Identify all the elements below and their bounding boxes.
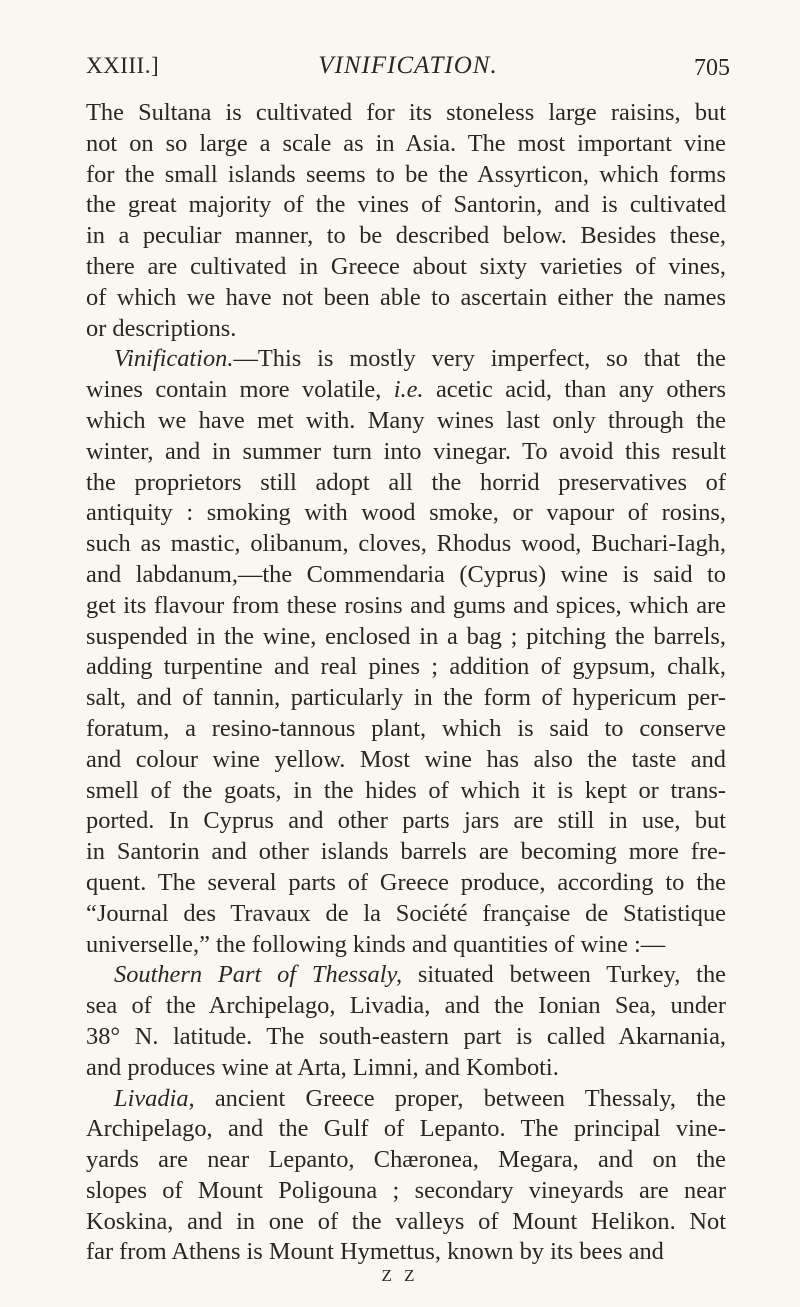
text-line: wines contain more volatile, i.e. acetic acid, than any others <box>86 376 726 404</box>
text-line: of which we have not been able to ascertain either the names <box>86 283 726 311</box>
text-line: Southern Part of Thessaly, situated between Turkey, the <box>114 961 726 989</box>
italic-phrase: Vinification. <box>114 345 234 373</box>
text-line: not on so large a scale as in Asia. The most important vine <box>86 129 726 157</box>
text-line: and colour wine yellow. Most wine has also the taste and <box>86 745 726 773</box>
italic-phrase: Livadia, <box>114 1084 195 1112</box>
text-line: “Journal des Travaux de la Société française de Statistique <box>86 899 726 927</box>
text-line: far from Athens is Mount Hymettus, known by its bees and <box>86 1238 664 1266</box>
text-line: the proprietors still adopt all the horrid preservatives of <box>86 468 726 496</box>
text-line: salt, and of tannin, particularly in the form of hypericum per- <box>86 684 726 712</box>
body-text <box>86 98 726 1268</box>
text-line: Archipelago, and the Gulf of Lepanto. The principal vine- <box>86 1115 726 1143</box>
text-line: suspended in the wine, enclosed in a bag ; pitching the barrels, <box>86 622 726 650</box>
text-line: in Santorin and other islands barrels are becoming more fre- <box>86 838 726 866</box>
text-line: such as mastic, olibanum, cloves, Rhodus wood, Buchari-Iagh, <box>86 530 726 558</box>
running-title: VINIFICATION. <box>318 52 498 79</box>
text-line: smell of the goats, in the hides of which it is kept or trans- <box>86 776 726 804</box>
text-line: which we have met with. Many wines last only through the <box>86 406 726 434</box>
text-line: slopes of Mount Poligouna ; secondary vineyards are near <box>86 1176 726 1204</box>
text-line: for the small islands seems to be the Assyrticon, which forms <box>86 160 726 188</box>
text-line: or descriptions. <box>86 314 237 342</box>
text-line: quent. The several parts of Greece produce, according to the <box>86 868 726 896</box>
text-line: Vinification.—This is mostly very imperfect, so that the <box>114 345 726 373</box>
text-line: ported. In Cyprus and other parts jars are still in use, but <box>86 807 726 835</box>
text-line: foratum, a resino-tannous plant, which is said to conserve <box>86 714 726 742</box>
italic-phrase: Southern Part of Thessaly, <box>114 961 403 989</box>
text-line: and labdanum,—the Commendaria (Cyprus) wine is said to <box>86 560 726 588</box>
text-line: and produces wine at Arta, Limni, and Komboti. <box>86 1053 559 1081</box>
text-line: winter, and in summer turn into vinegar. To avoid this result <box>86 437 726 465</box>
running-head <box>86 46 730 86</box>
text-line: antiquity : smoking with wood smoke, or vapour of rosins, <box>86 499 726 527</box>
text-line: there are cultivated in Greece about sixty varieties of vines, <box>86 252 726 280</box>
text-line: The Sultana is cultivated for its stoneless large raisins, but <box>86 99 726 126</box>
italic-phrase: i.e. <box>393 376 424 404</box>
text-line: Livadia, ancient Greece proper, between Thessaly, the <box>114 1084 726 1112</box>
text-line: yards are near Lepanto, Chæronea, Megara, and on the <box>86 1146 726 1174</box>
chapter-number: XXIII.] <box>86 53 160 78</box>
text-line: in a peculiar manner, to be described below. Besides these, <box>86 222 726 250</box>
signature-mark: Z Z <box>381 1266 419 1285</box>
text-line: universelle,” the following kinds and quantities of wine :— <box>86 930 666 958</box>
text-line: sea of the Archipelago, Livadia, and the Ionian Sea, under <box>86 992 726 1020</box>
text-line: Koskina, and in one of the valleys of Mount Helikon. Not <box>86 1207 726 1235</box>
page-number: 705 <box>694 55 730 81</box>
text-line: adding turpentine and real pines ; addition of gypsum, chalk, <box>86 653 726 681</box>
text-line: the great majority of the vines of Santorin, and is cultivated <box>86 191 726 219</box>
text-line: 38° N. latitude. The south-eastern part is called Akarnania, <box>86 1022 726 1050</box>
text-line: get its flavour from these rosins and gums and spices, which are <box>86 591 726 619</box>
